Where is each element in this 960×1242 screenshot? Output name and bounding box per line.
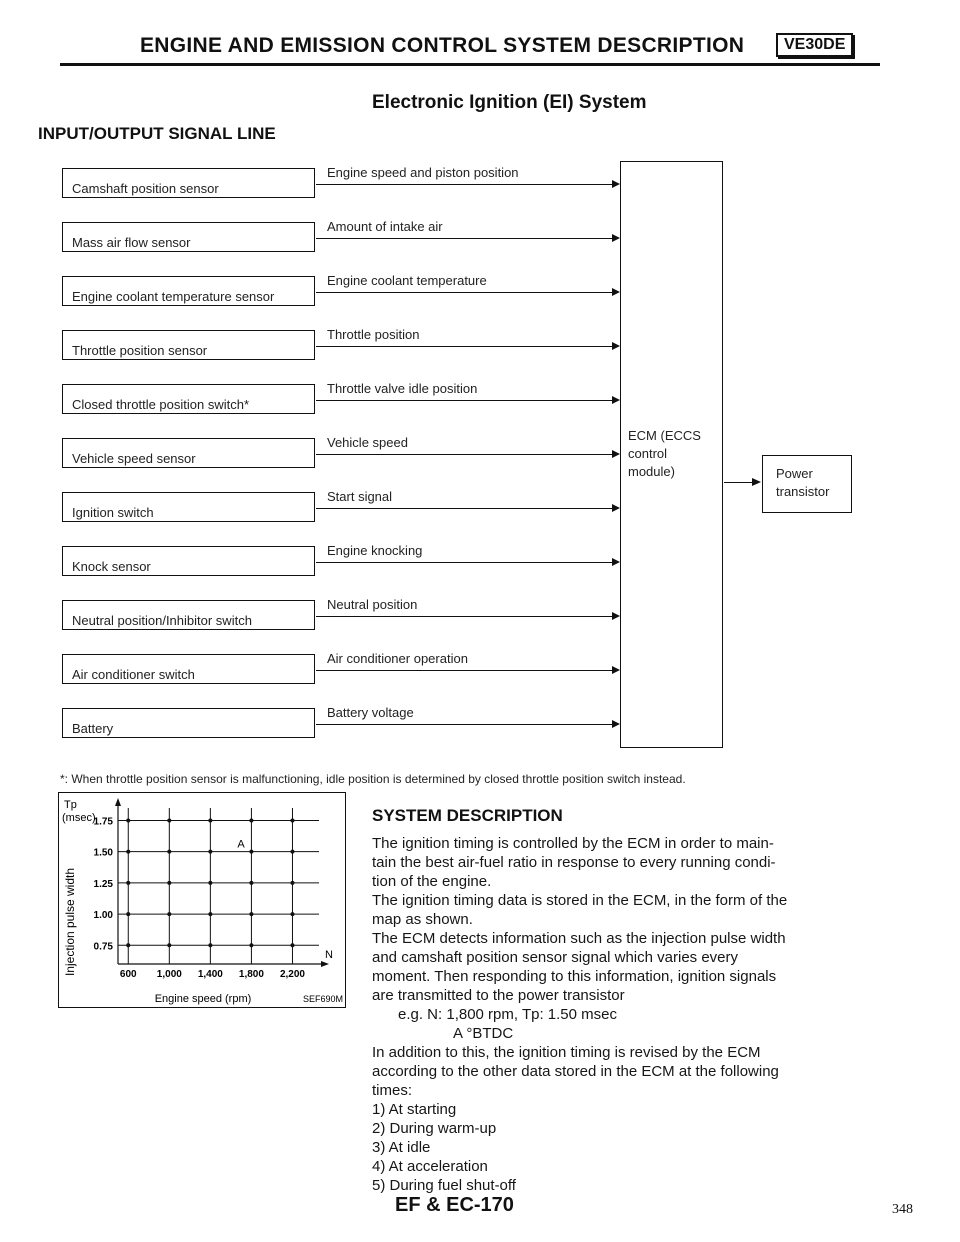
chart-svg [58,792,346,1008]
signal-arrow-icon [612,558,620,566]
ecm-label-line: control [628,446,668,461]
sensor-label: Battery [72,721,114,736]
data-point [208,818,212,822]
list-item: 4) At acceleration [372,1158,488,1175]
paragraph-line: and camshaft position sensor signal which varies every [372,949,739,966]
x-tick-label: 1,800 [238,969,264,980]
x-axis-title: Engine speed (rpm) [154,993,252,1005]
sensor-label: Engine coolant temperature sensor [72,289,275,304]
ecm-label [628,427,701,481]
engine-model-badge: VE30DE [776,33,853,57]
sensor-box [62,168,315,198]
sensor-box [62,384,315,414]
signal-label: Start signal [327,489,393,504]
signal-arrow-icon [612,180,620,188]
signal-line [316,670,618,671]
signal-label: Engine knocking [327,543,423,558]
data-point [249,881,253,885]
sensor-label: Neutral position/Inhibitor switch [72,613,252,628]
sensor-box [62,330,315,360]
signal-label: Amount of intake air [327,219,443,234]
header-rule [60,63,880,66]
sensor-box [62,438,315,468]
signal-line [316,562,618,563]
output-arrow-icon [752,478,761,486]
ecm-label-line: ECM (ECCS [628,428,701,443]
paragraph-line: In addition to this, the ignition timing is revised by the ECM [372,1044,761,1061]
data-point [208,912,212,916]
signal-arrow-icon [612,666,620,674]
paragraph-line: The ignition timing is controlled by the ECM in order to main- [372,835,774,852]
data-point [290,881,294,885]
data-point [126,881,130,885]
signal-line [316,400,618,401]
signal-arrow-icon [612,720,620,728]
sensor-box [62,546,315,576]
section-title: INPUT/OUTPUT SIGNAL LINE [38,124,276,143]
data-point [126,943,130,947]
ecm-label-line: module) [628,464,675,479]
paragraph-line: are transmitted to the power transistor [372,987,625,1004]
example-line: e.g. N: 1,800 rpm, Tp: 1.50 msec [398,1006,617,1023]
highlight-point-label: A [237,838,245,851]
x-axis-end-label: N [325,949,333,961]
data-point [249,943,253,947]
paragraph-line: according to the other data stored in the ECM at the following [372,1063,779,1080]
y-axis-arrow-icon [115,798,121,806]
paragraph-line: moment. Then responding to this information, ignition signals [372,968,777,985]
sensor-label: Mass air flow sensor [72,235,191,250]
x-tick-label: 2,200 [279,969,305,980]
signal-label: Throttle valve idle position [327,381,478,396]
signal-arrow-icon [612,396,620,404]
output-label-line: Power [776,466,813,481]
paragraph-line: The ECM detects information such as the injection pulse width [372,930,786,947]
data-point [126,850,130,854]
signal-label: Throttle position [327,327,420,342]
data-point [249,850,253,854]
data-point [290,818,294,822]
figure-code: SEF690M [302,994,343,1004]
signal-label: Engine speed and piston position [327,165,519,180]
signal-label: Battery voltage [327,705,414,720]
ignition-map-chart [58,792,346,1008]
x-tick-label: 1,000 [156,969,182,980]
list-item: 2) During warm-up [372,1120,497,1137]
output-label-line: transistor [776,484,830,499]
example-line: A °BTDC [453,1025,514,1042]
data-point [167,818,171,822]
y-tick-label: 1.00 [93,910,113,922]
sensor-label: Closed throttle position switch* [72,397,250,412]
data-point [167,850,171,854]
sensor-label: Vehicle speed sensor [72,451,196,466]
signal-line [316,454,618,455]
page-header-title: ENGINE AND EMISSION CONTROL SYSTEM DESCRIPTION [140,34,745,57]
sensor-box [62,708,315,738]
y-tick-label: 0.75 [93,941,113,953]
signal-arrow-icon [612,612,620,620]
data-point [208,881,212,885]
data-point [249,912,253,916]
y-tick-label: 1.25 [93,878,113,890]
data-point [167,881,171,885]
sensor-box [62,276,315,306]
paragraph-line: map as shown. [372,911,473,928]
output-signal-line [724,482,754,483]
x-tick-label: 600 [119,969,137,980]
sensor-box [62,222,315,252]
chart-marks [94,798,333,980]
sensor-label: Air conditioner switch [72,667,195,682]
power-transistor-label [776,465,829,501]
sensor-label: Throttle position sensor [72,343,208,358]
signal-arrow-icon [612,450,620,458]
data-point [126,912,130,916]
paragraph-line: times: [372,1082,413,1099]
signal-label: Neutral position [327,597,418,612]
signal-arrow-icon [612,288,620,296]
sensor-box [62,600,315,630]
list-item: 5) During fuel shut-off [372,1177,516,1194]
sensor-label: Knock sensor [72,559,151,574]
x-axis-arrow-icon [321,961,329,967]
signal-arrow-icon [612,342,620,350]
data-point [208,850,212,854]
sensor-box [62,492,315,522]
x-tick-label: 1,400 [197,969,223,980]
data-point [249,818,253,822]
data-point [167,912,171,916]
y-unit-label: (msec) [62,812,96,824]
paragraph-line: tion of the engine. [372,873,492,890]
page-subtitle: Electronic Ignition (EI) System [372,92,647,113]
list-item: 1) At starting [372,1101,457,1118]
sensor-box [62,654,315,684]
sensor-label: Camshaft position sensor [72,181,219,196]
paragraph-line: tain the best air-fuel ratio in response to every running condi- [372,854,776,871]
signal-line [316,616,618,617]
list-item: 3) At idle [372,1139,431,1156]
signal-line [316,508,618,509]
data-point [126,818,130,822]
sensor-label: Ignition switch [72,505,154,520]
y-tick-label: 1.75 [93,816,113,828]
data-point [208,943,212,947]
signal-arrow-icon [612,234,620,242]
data-point [290,850,294,854]
signal-line [316,724,618,725]
y-tick-label: 1.50 [93,847,113,859]
signal-line [316,292,618,293]
signal-label: Engine coolant temperature [327,273,487,288]
signal-line [316,346,618,347]
signal-line [316,238,618,239]
system-description-heading: SYSTEM DESCRIPTION [372,806,563,825]
page-code: EF & EC-170 [395,1194,514,1216]
signal-label: Vehicle speed [327,435,408,450]
data-point [290,943,294,947]
signal-label: Air conditioner operation [327,651,468,666]
data-point [290,912,294,916]
signal-arrow-icon [612,504,620,512]
page-number: 348 [892,1202,913,1217]
paragraph-line: The ignition timing data is stored in the ECM, in the form of the [372,892,788,909]
data-point [167,943,171,947]
y-axis-title: Injection pulse width [63,867,77,977]
y-unit-label: Tp [64,799,77,811]
footnote: *: When throttle position sensor is malfunctioning, idle position is determined by closed throttle position switch instead. [60,772,686,786]
signal-line [316,184,618,185]
